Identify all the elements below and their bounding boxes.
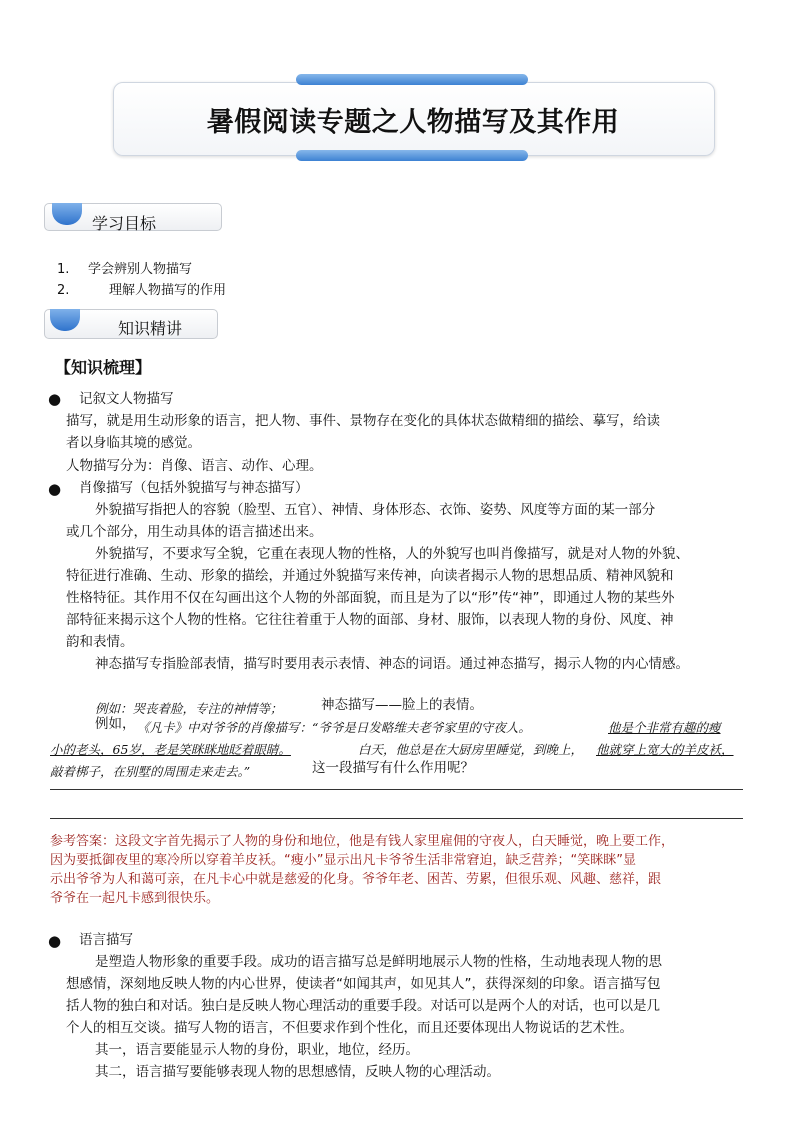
- b3-line2: 想感情，深刻地反映人物的内心世界，使读者“如闻其声，如见其人”，获得深刻的印象。语言描写包: [66, 976, 661, 992]
- b3-line3: 括人物的独白和对话。独白是反映人物心理活动的重要手段。对话可以是两个人的对话，也可以是几: [66, 998, 660, 1014]
- example2-quote-underline1: 他是个非常有趣的瘦: [608, 720, 721, 735]
- example2-quote-c: 敲着梆子，在别墅的周围走来走去。”: [50, 764, 251, 779]
- b2-line5: 性格特征。其作用不仅在勾画出这个人物的外部面貌，而且是为了以“形”传“神”，即通过人物的某些外: [66, 590, 675, 606]
- example2-prefix: 例如，: [95, 716, 136, 732]
- b2-line3: 外貌描写，不要求写全貌，它重在表现人物的性格，人的外貌写也叫肖像描写，就是对人物的外貌、: [95, 546, 689, 562]
- b3-line4: 个人的相互交谈。描写人物的语言，不但要求作到个性化，而且还要体现出人物说话的艺术性。: [66, 1020, 633, 1036]
- banner-decoration-bottom: [296, 150, 528, 161]
- b2-line4: 特征进行准确、生动、形象的描绘，并通过外貌描写来传神，向读者揭示人物的思想品质、精神风貌和: [66, 568, 674, 584]
- example2-quote-underline3: 他就穿上宽大的羊皮袄，: [596, 742, 734, 757]
- answer-line-d: 爷爷在一起凡卡感到很快乐。: [50, 891, 220, 906]
- goal-text-2: 理解人物描写的作用: [109, 283, 227, 298]
- b1-line1: 描写，就是用生动形象的语言，把人物、事件、景物存在变化的具体状态做精细的描绘、摹写，给读: [66, 413, 660, 429]
- answer-line-b: 因为要抵御夜里的寒冷所以穿着羊皮袄。“瘦小”显示出凡卡爷爷生活非常窘迫，缺乏营养；“笑眯眯”显: [50, 853, 636, 868]
- section-knowledge-label: 知识精讲: [118, 319, 183, 338]
- knowledge-heading: 【知识梳理】: [55, 358, 152, 377]
- b1-line2: 者以身临其境的感觉。: [66, 435, 201, 451]
- bullet-icon: ●: [48, 480, 62, 498]
- example2-quote-underline2: 小的老头，65岁，老是笑眯眯地眨着眼睛。: [50, 742, 291, 757]
- answer-line-1: [50, 789, 743, 790]
- bullet2-title: 肖像描写（包括外貌描写与神态描写）: [79, 480, 309, 496]
- answer-line-a: 参考答案：这段文字首先揭示了人物的身份和地位，他是有钱人家里雇佣的守夜人，白天睡觉，晚上要工作，: [50, 834, 675, 849]
- example2-quote-a: 《凡卡》中对爷爷的肖像描写：“爷爷是日发略维夫老爷家里的守夜人。: [137, 720, 531, 735]
- bullet-icon: ●: [48, 390, 62, 408]
- b3-line6: 其二，语言描写要能够表现人物的思想感情，反映人物的心理活动。: [95, 1064, 500, 1080]
- goal-num-2: 2.: [57, 283, 70, 298]
- banner-decoration-top: [296, 74, 528, 85]
- section-goals-label: 学习目标: [92, 214, 157, 233]
- bullet1-title: 记叙文人物描写: [79, 391, 174, 407]
- b2-line8: 神态描写专指脸部表情，描写时要用表示表情、神态的词语。通过神态描写，揭示人物的内心情感。: [95, 656, 689, 672]
- example1-quote: 例如：哭丧着脸，专注的神情等；: [95, 701, 283, 716]
- goal-text-1: 学会辨别人物描写: [88, 262, 193, 277]
- bullet3-title: 语言描写: [79, 932, 133, 948]
- page-title: 暑假阅读专题之人物描写及其作用: [206, 107, 620, 138]
- example1-note: 神态描写——脸上的表情。: [321, 697, 483, 713]
- b3-line1: 是塑造人物形象的重要手段。成功的语言描写总是鲜明地展示人物的性格，生动地表现人物的思: [95, 954, 662, 970]
- b3-line5: 其一，语言要能显示人物的身份，职业，地位，经历。: [95, 1042, 419, 1058]
- answer-line-2: [50, 818, 743, 819]
- goal-num-1: 1.: [57, 262, 70, 277]
- example2-quote-b: 白天，他总是在大厨房里睡觉，到晚上，: [358, 742, 584, 757]
- answer-line-c: 示出爷爷为人和蔼可亲，在凡卡心中就是慈爱的化身。爷爷年老、困苦、劳累，但很乐观、风趣、慈祥，跟: [50, 872, 662, 887]
- b1-line3: 人物描写分为：肖像、语言、动作、心理。: [66, 458, 323, 474]
- b2-line6: 部特征来揭示这个人物的性格。它往往着重于人物的面部、身材、服饰，以表现人物的身份、风度、神: [66, 612, 674, 628]
- example2-question: 这一段描写有什么作用呢？: [312, 760, 474, 776]
- b2-line2: 或几个部分，用生动具体的语言描述出来。: [66, 524, 323, 540]
- b2-line7: 韵和表情。: [66, 634, 134, 650]
- b2-line1: 外貌描写指把人的容貌（脸型、五官）、神情、身体形态、衣饰、姿势、风度等方面的某一部分: [95, 502, 656, 518]
- bullet-icon: ●: [48, 932, 62, 950]
